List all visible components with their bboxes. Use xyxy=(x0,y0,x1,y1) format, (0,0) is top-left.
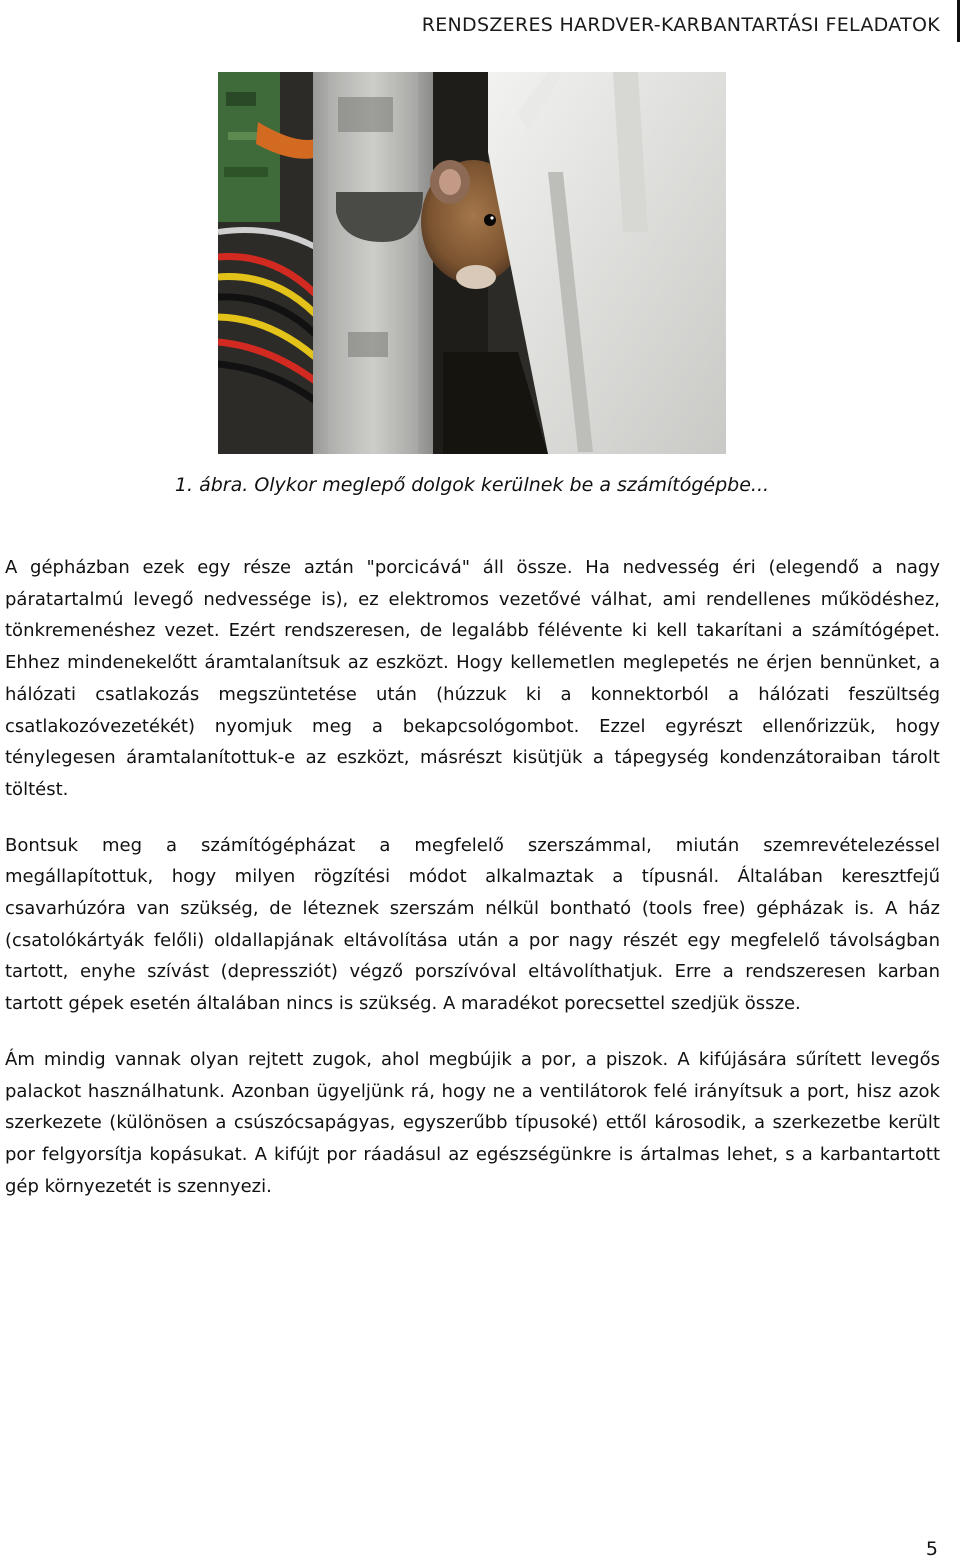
paragraph-2: Bontsuk meg a számítógépházat a megfelelő szerszámmal, miután szemrevételezéssel megállapítottuk, hogy milyen rögzítési módot alkalmaztak a típusnál. Általában keresztfejű csavarhúzóra van szükség, de léteznek szerszám nélkül bontható (tools free) gépházak is. A ház (csatolókártyák felőli) oldallapjának eltávolítása után a por nagy részét egy megfelelő távolságban tartott, enyhe szívást (depressziót) végző porszívóval eltávolíthatjuk. Erre a rendszeresen karban tartott gépek esetén általában nincs is szükség. A maradékot porecsettel szedjük össze. xyxy=(5,834,940,1015)
figure-caption: 1. ábra. Olykor meglepő dolgok kerülnek be a számítógépbe... xyxy=(174,474,770,496)
body-text xyxy=(5,552,940,1226)
photo-illustration xyxy=(218,72,726,454)
paragraph-1: A gépházban ezek egy része aztán "porcicává" áll össze. Ha nedvesség éri (elegendő a nagy páratartalmú levegő nedvessége is), ez elektromos vezetővé válhat, ami rendellenes működéshez, tönkremenéshez vezet. Ezért rendszeresen, de legalább félévente ki kell takarítani a számítógépet. Ehhez mindenekelőtt áramtalanítsuk az eszközt. Hogy kellemetlen meglepetés ne érjen bennünket, a hálózati csatlakozás megszüntetése után (húzzuk ki a konnektorból a hálózati feszültség csatlakozóvezetékét) nyomjuk meg a bekapcsológombot. Ezzel egyrészt ellenőrizzük, hogy ténylegesen áramtalanítottuk-e az eszközt, másrészt kisütjük a tápegység kondenzátoraiban tárolt töltést. xyxy=(5,557,940,800)
paragraph-3: Ám mindig vannak olyan rejtett zugok, ahol megbújik a por, a piszok. A kifújására sűrített levegős palackot használhatunk. Azonban ügyeljünk rá, hogy ne a ventilátorok felé irányítsuk a port, hisz azok szerkezete (különösen a csúszócsapágyas, egyszerűbb típusoké) ettől károsodik, a szerkezetbe került por felgyorsítja kopásukat. A kifújt por ráadásul az egészségünkre is ártalmas lehet, s a karbantartott gép környezetét is szennyezi. xyxy=(5,1048,940,1197)
page-number: 5 xyxy=(925,1538,938,1560)
figure-photo-mouse-in-computer xyxy=(218,72,726,454)
running-header: RENDSZERES HARDVER-KARBANTARTÁSI FELADATOK xyxy=(421,14,940,36)
